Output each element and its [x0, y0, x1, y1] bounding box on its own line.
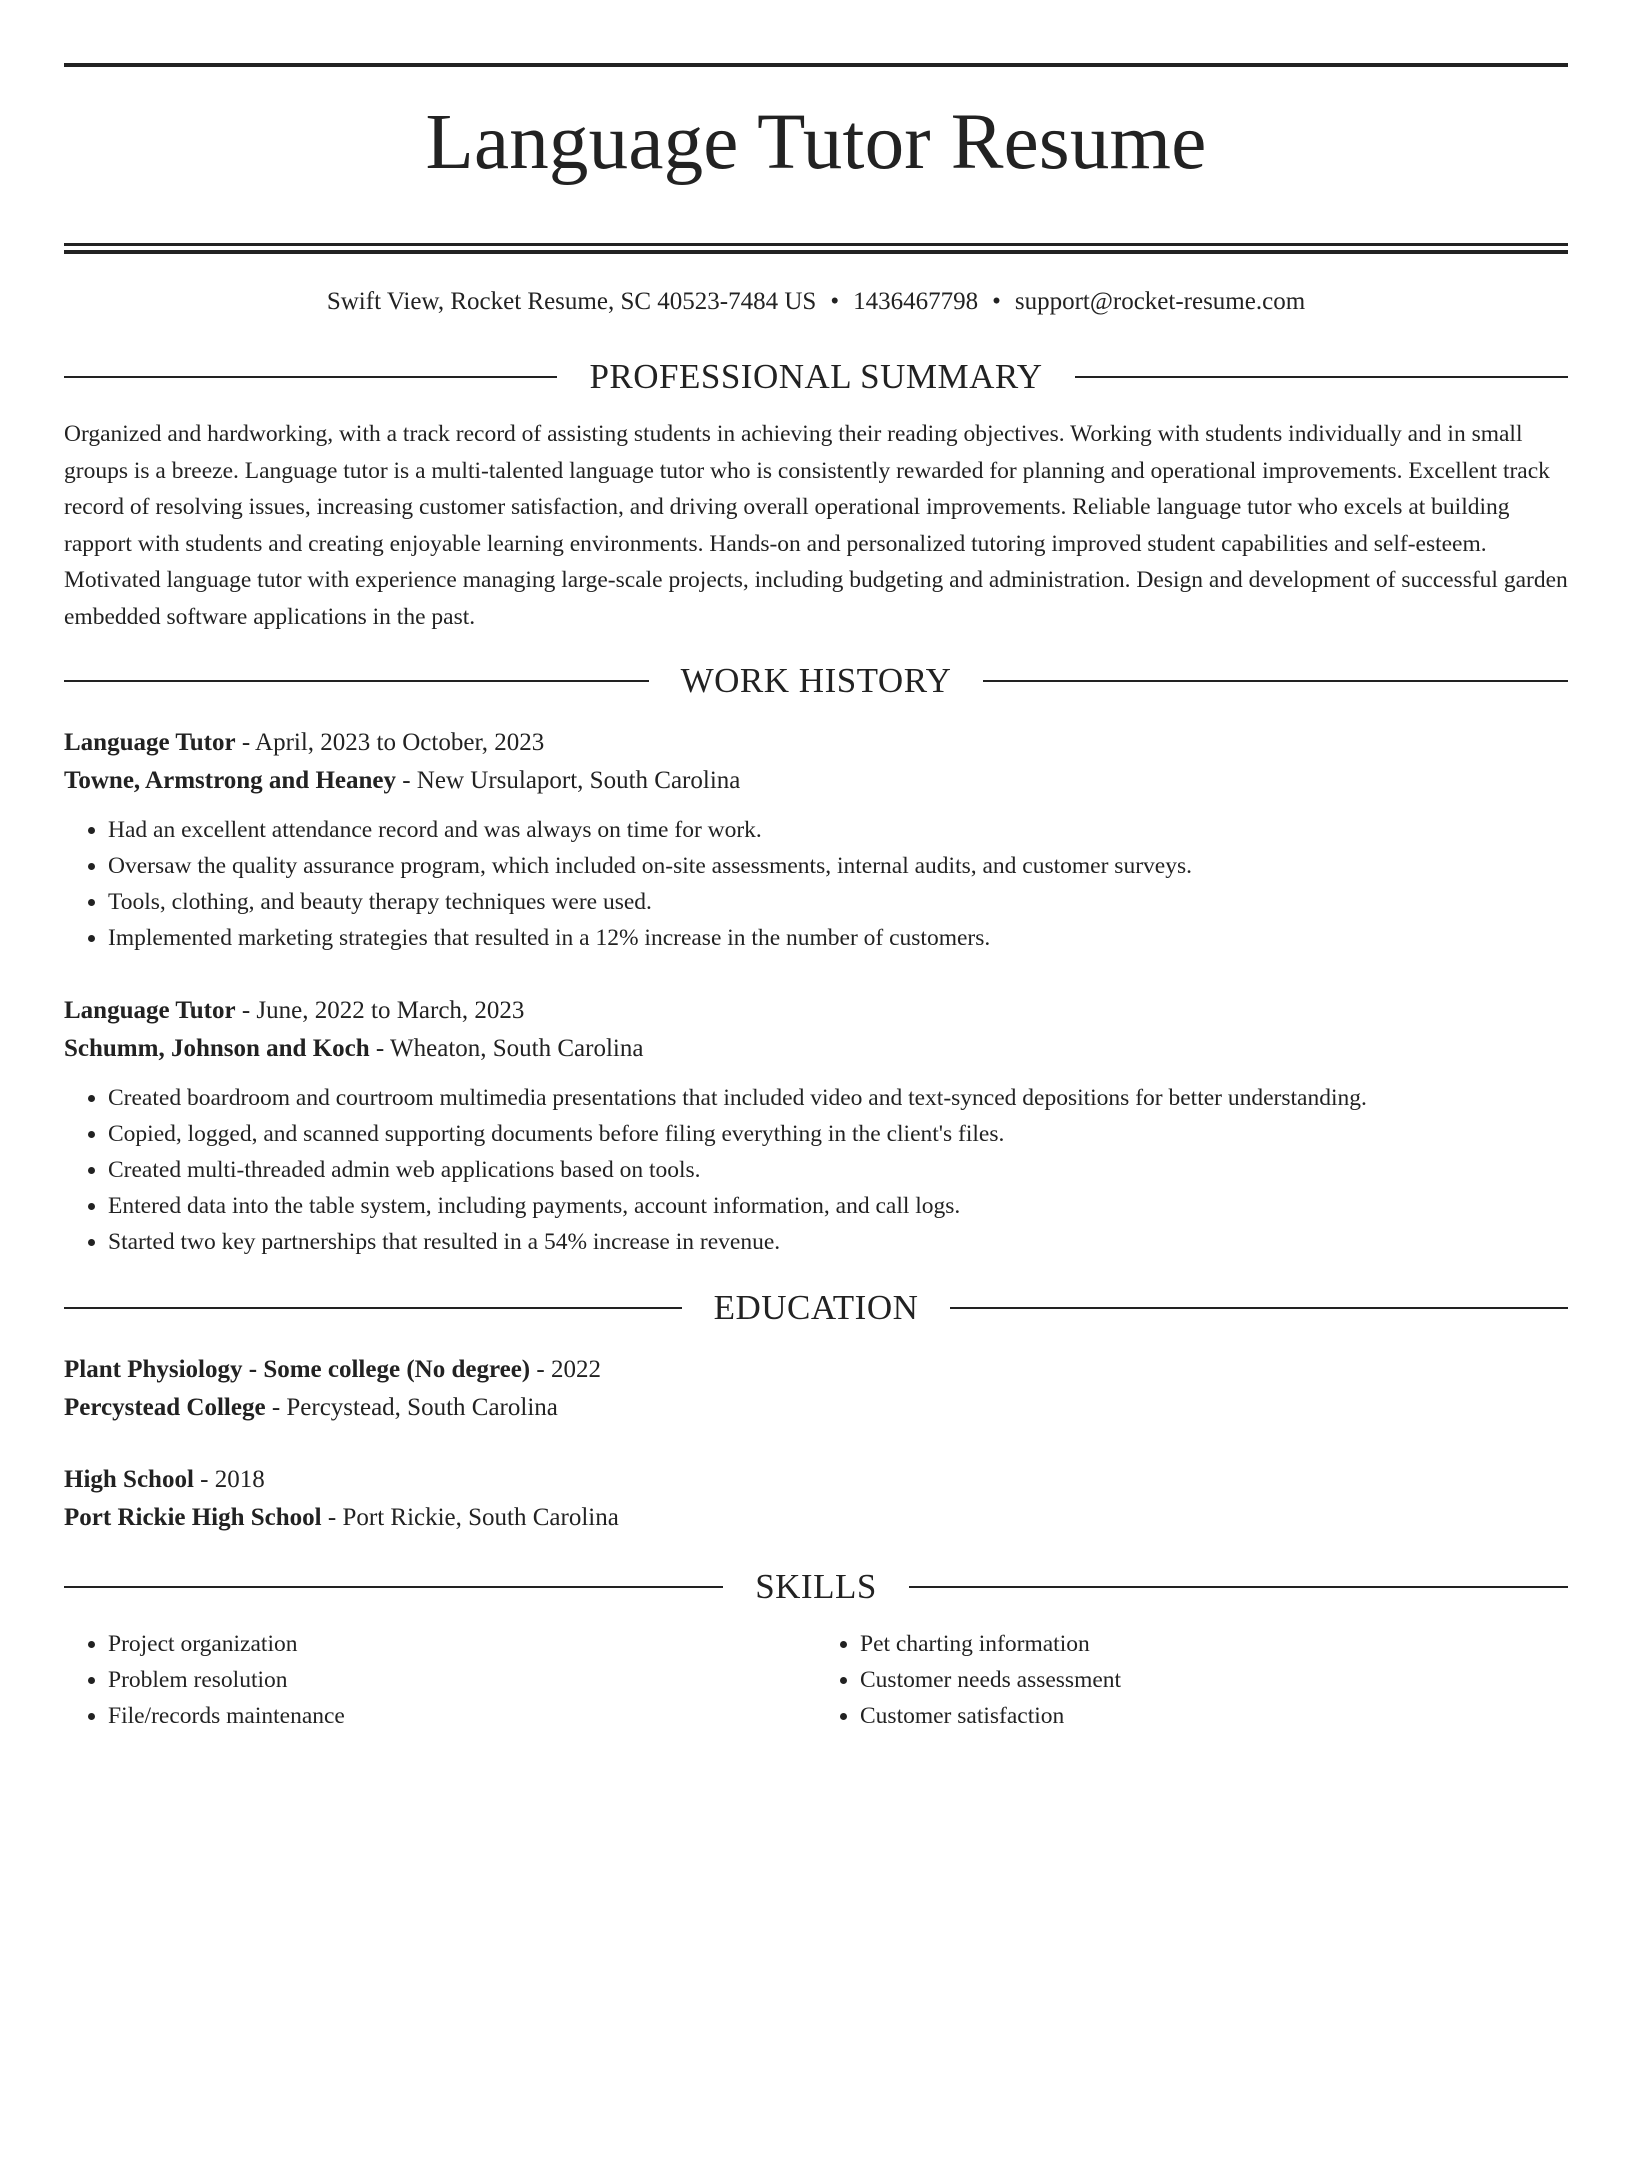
job-company-line	[64, 1030, 1568, 1068]
list-item: • Pet charting information	[860, 1626, 1568, 1662]
education-school-line	[64, 1499, 1568, 1537]
job-company-line	[64, 762, 1568, 800]
job-entry	[64, 992, 1568, 1260]
summary-text: Organized and hardworking, with a track record of assisting students in achieving their reading objectives. Working with students individually and in small groups is a breeze. Language tutor is a multi-talented language tutor who is consistently rewarded for planning and operational improvements. Excellent track record of resolving issues, increasing customer satisfaction, and driving overall operational improvements. Reliable language tutor who excels at building rapport with students and creating enjoyable learning environments. Hands-on and personalized tutoring improved student capabilities and self-esteem. Motivated language tutor with experience managing large-scale projects, including budgeting and administration. Design and development of successful garden embedded software applications in the past.	[64, 421, 1568, 630]
job-title-line	[64, 724, 1568, 762]
education-school: Percystead College	[64, 1394, 266, 1421]
section-title: EDUCATION	[713, 1288, 919, 1327]
resume-title: Language Tutor Resume	[425, 99, 1207, 186]
section-heading-skills	[64, 1569, 1568, 1604]
list-item: • Tools, clothing, and beauty therapy techniques were used.	[108, 884, 1568, 920]
education-location: - Port Rickie, South Carolina	[321, 1504, 619, 1531]
skills-list-left	[64, 1626, 816, 1734]
job-role: Language Tutor	[64, 997, 236, 1024]
contact-address: Swift View, Rocket Resume, SC 40523-7484 US	[326, 288, 817, 315]
heading-rule	[950, 1307, 1568, 1309]
job-company: Schumm, Johnson and Koch	[64, 1035, 370, 1062]
list-item: • Entered data into the table system, including payments, account information, and call logs.	[108, 1188, 1568, 1224]
list-item: • Implemented marketing strategies that resulted in a 12% increase in the number of customers.	[108, 920, 1568, 956]
education-school-line	[64, 1389, 1568, 1427]
section-heading-summary	[64, 359, 1568, 394]
education-year: - 2018	[193, 1466, 265, 1493]
heading-rule	[983, 680, 1568, 682]
job-dates: - April, 2023 to October, 2023	[235, 729, 545, 756]
job-bullets	[64, 812, 1568, 956]
job-location: - New Ursulaport, South Carolina	[395, 767, 741, 794]
education-location: - Percystead, South Carolina	[265, 1394, 558, 1421]
education-school: Port Rickie High School	[64, 1504, 322, 1531]
contact-separator: •	[992, 288, 1001, 315]
contact-email: support@rocket-resume.com	[1014, 288, 1306, 315]
job-role: Language Tutor	[64, 729, 236, 756]
contact-separator: •	[830, 288, 840, 315]
section-heading-work	[64, 663, 1568, 698]
list-item: • Project organization	[108, 1626, 816, 1662]
list-item: • Problem resolution	[108, 1662, 816, 1698]
job-dates: - June, 2022 to March, 2023	[235, 997, 525, 1024]
heading-rule	[909, 1586, 1568, 1588]
title-double-rule	[64, 243, 1568, 254]
list-item: • Created multi-threaded admin web applications based on tools.	[108, 1152, 1568, 1188]
education-entry	[64, 1351, 1568, 1427]
section-title: WORK HISTORY	[680, 661, 952, 700]
section-heading-education	[64, 1290, 1568, 1325]
section-title: PROFESSIONAL SUMMARY	[589, 357, 1043, 396]
education-degree-line	[64, 1351, 1568, 1389]
education-degree: Plant Physiology - Some college (No degree)	[64, 1356, 531, 1383]
heading-rule	[64, 1586, 723, 1588]
heading-rule	[64, 680, 649, 682]
list-item: • Customer needs assessment	[860, 1662, 1568, 1698]
section-title: SKILLS	[755, 1567, 877, 1606]
contact-line	[64, 289, 1568, 314]
skills-columns	[64, 1626, 1568, 1734]
list-item: • Oversaw the quality assurance program, which included on-site assessments, internal audits, and customer surveys.	[108, 848, 1568, 884]
top-rule	[64, 63, 1568, 67]
heading-rule	[1075, 376, 1568, 378]
education-entry	[64, 1461, 1568, 1537]
job-company: Towne, Armstrong and Heaney	[64, 767, 396, 794]
list-item: • Started two key partnerships that resulted in a 54% increase in revenue.	[108, 1224, 1568, 1260]
job-title-line	[64, 992, 1568, 1030]
resume-page	[0, 63, 1632, 2175]
heading-rule	[64, 1307, 682, 1309]
job-entry	[64, 724, 1568, 956]
job-bullets	[64, 1080, 1568, 1260]
skills-list-right	[816, 1626, 1568, 1734]
heading-rule	[64, 376, 557, 378]
job-location: - Wheaton, South Carolina	[369, 1035, 644, 1062]
list-item: • Created boardroom and courtroom multimedia presentations that included video and text-synced depositions for better understanding.	[108, 1080, 1568, 1116]
education-degree-line	[64, 1461, 1568, 1499]
education-degree: High School	[64, 1466, 194, 1493]
list-item: • File/records maintenance	[108, 1698, 816, 1734]
list-item: • Had an excellent attendance record and was always on time for work.	[108, 812, 1568, 848]
list-item: • Customer satisfaction	[860, 1698, 1568, 1734]
list-item: • Copied, logged, and scanned supporting documents before filing everything in the client's files.	[108, 1116, 1568, 1152]
education-year: - 2022	[530, 1356, 601, 1383]
contact-phone: 1436467798	[853, 288, 979, 315]
